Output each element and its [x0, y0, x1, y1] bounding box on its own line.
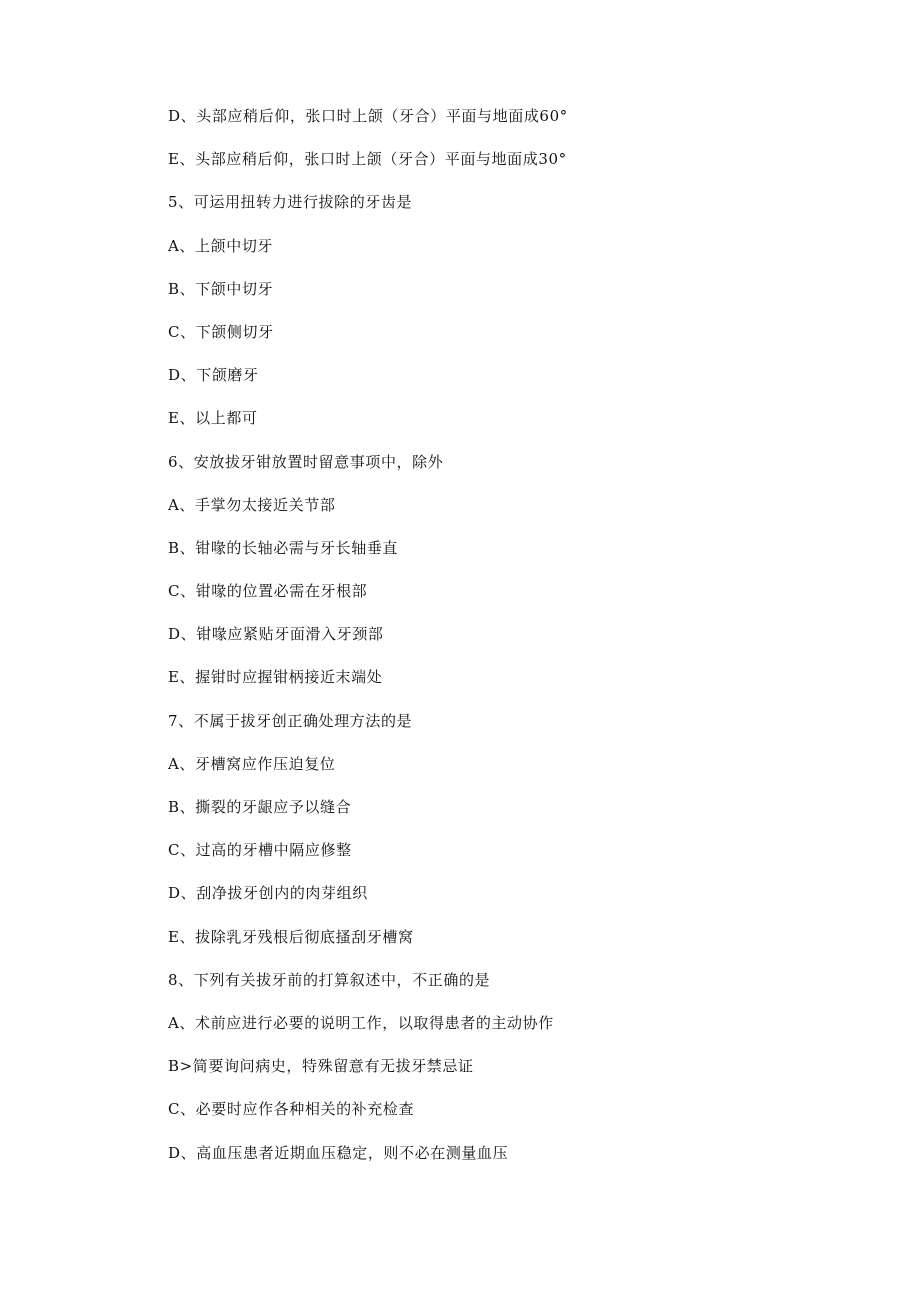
option-line: D、高血压患者近期血压稳定，则不必在测量血压 [168, 1143, 509, 1162]
question-line: 8、下列有关拔牙前的打算叙述中，不正确的是 [168, 970, 491, 989]
option-line: B>简要询问病史，特殊留意有无拔牙禁忌证 [168, 1057, 474, 1076]
option-line: E、握钳时应握钳柄接近末端处 [168, 668, 383, 687]
text-line: E、头部应稍后仰，张口时上颌（牙合）平面与地面成30° [168, 150, 567, 169]
option-line: C、下颌侧切牙 [168, 322, 274, 341]
option-line: C、必要时应作各种相关的补充检查 [168, 1100, 415, 1119]
option-line: D、下颌磨牙 [168, 366, 259, 385]
option-line: B、下颌中切牙 [168, 279, 274, 298]
question-line: 7、不属于拔牙创正确处理方法的是 [168, 711, 413, 730]
option-line: D、刮净拔牙创内的肉芽组织 [168, 884, 368, 903]
question-line: 6、安放拔牙钳放置时留意事项中，除外 [168, 452, 444, 471]
question-text-block [168, 104, 868, 1184]
option-line: A、牙槽窝应作压迫复位 [168, 754, 336, 773]
option-line: E、拔除乳牙残根后彻底搔刮牙槽窝 [168, 927, 414, 946]
question-line: 5、可运用扭转力进行拔除的牙齿是 [168, 193, 413, 212]
option-line: E、以上都可 [168, 409, 258, 428]
option-line: C、过高的牙槽中隔应修整 [168, 841, 352, 860]
option-line: D、钳喙应紧贴牙面滑入牙颈部 [168, 625, 384, 644]
option-line: A、术前应进行必要的说明工作，以取得患者的主动协作 [168, 1013, 554, 1032]
option-line: B、撕裂的牙龈应予以缝合 [168, 798, 352, 816]
option-line: C、钳喙的位置必需在牙根部 [168, 582, 368, 601]
option-line: A、上颌中切牙 [168, 236, 274, 255]
option-line: A、手掌勿太接近关节部 [168, 495, 336, 514]
option-line: B、钳喙的长轴必需与牙长轴垂直 [168, 538, 399, 557]
text-line: D、头部应稍后仰，张口时上颌（牙合）平面与地面成60° [168, 107, 568, 125]
